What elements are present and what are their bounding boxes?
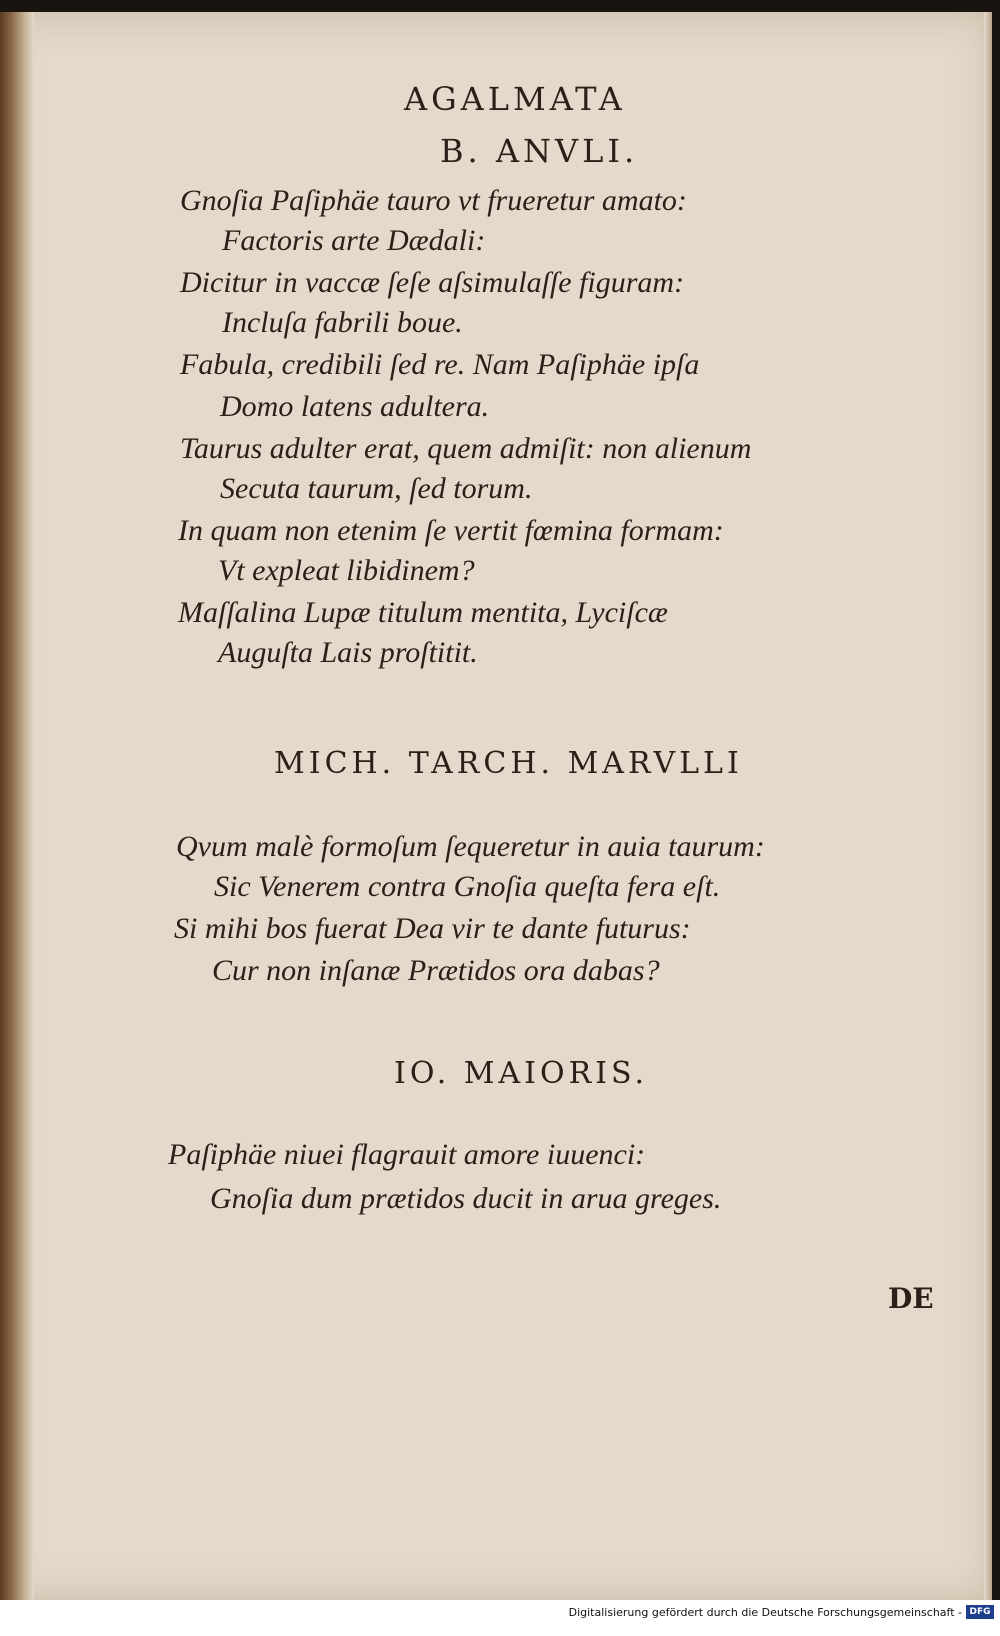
- funding-notice: Digitalisierung gefördert durch die Deutsche Forschungsgemeinschaft -: [568, 1606, 962, 1619]
- poem2-line: Cur non inſanæ Prætidos ora dabas?: [212, 954, 660, 987]
- poem1-line: Dicitur in vaccæ ſeſe aſsimulaſſe figuram:: [180, 266, 685, 299]
- poem1-line: Taurus adulter erat, quem admiſit: non alienum: [180, 432, 752, 465]
- book-page: [0, 12, 992, 1600]
- poem1-line: Gnoſia Paſiphäe tauro vt frueretur amato:: [180, 184, 687, 217]
- dfg-logo-icon: DFG: [966, 1605, 994, 1619]
- section-heading: IO. MAIORIS.: [394, 1056, 649, 1091]
- poem2-line: Si mihi bos fuerat Dea vir te dante futurus:: [174, 912, 691, 945]
- footer-bar: [0, 1600, 1000, 1636]
- poem1-line: In quam non etenim ſe vertit fœmina formam:: [178, 514, 724, 547]
- poem1-line: Domo latens adultera.: [220, 390, 490, 423]
- poem1-line: Maſſalina Lupæ titulum mentita, Lyciſcæ: [178, 596, 668, 629]
- poem2-line: Qvum malè formoſum ſequeretur in auia taurum:: [176, 830, 765, 863]
- poem3-line: Paſiphäe niuei flagrauit amore iuuenci:: [168, 1138, 646, 1171]
- poem1-line: Auguſta Lais proſtitit.: [218, 636, 478, 669]
- section-heading: MICH. TARCH. MARVLLI: [274, 746, 743, 781]
- poem2-line: Sic Venerem contra Gnoſia queſta fera eſt.: [214, 870, 721, 903]
- page-edge: [984, 12, 992, 1600]
- poem1-line: Fabula, credibili ſed re. Nam Paſiphäe ipſa: [180, 348, 700, 381]
- poem3-line: Gnoſia dum prætidos ducit in arua greges.: [210, 1182, 722, 1215]
- poem1-line: Factoris arte Dædali:: [222, 224, 486, 257]
- page-subtitle: B. ANVLI.: [440, 132, 639, 170]
- poem1-line: Incluſa fabrili boue.: [222, 306, 463, 339]
- poem1-line: Vt expleat libidinem?: [218, 554, 475, 587]
- page-title: AGALMATA: [404, 80, 626, 118]
- catchword: DE: [888, 1282, 934, 1315]
- book-spine: [0, 12, 34, 1600]
- poem1-line: Secuta taurum, ſed torum.: [220, 472, 533, 505]
